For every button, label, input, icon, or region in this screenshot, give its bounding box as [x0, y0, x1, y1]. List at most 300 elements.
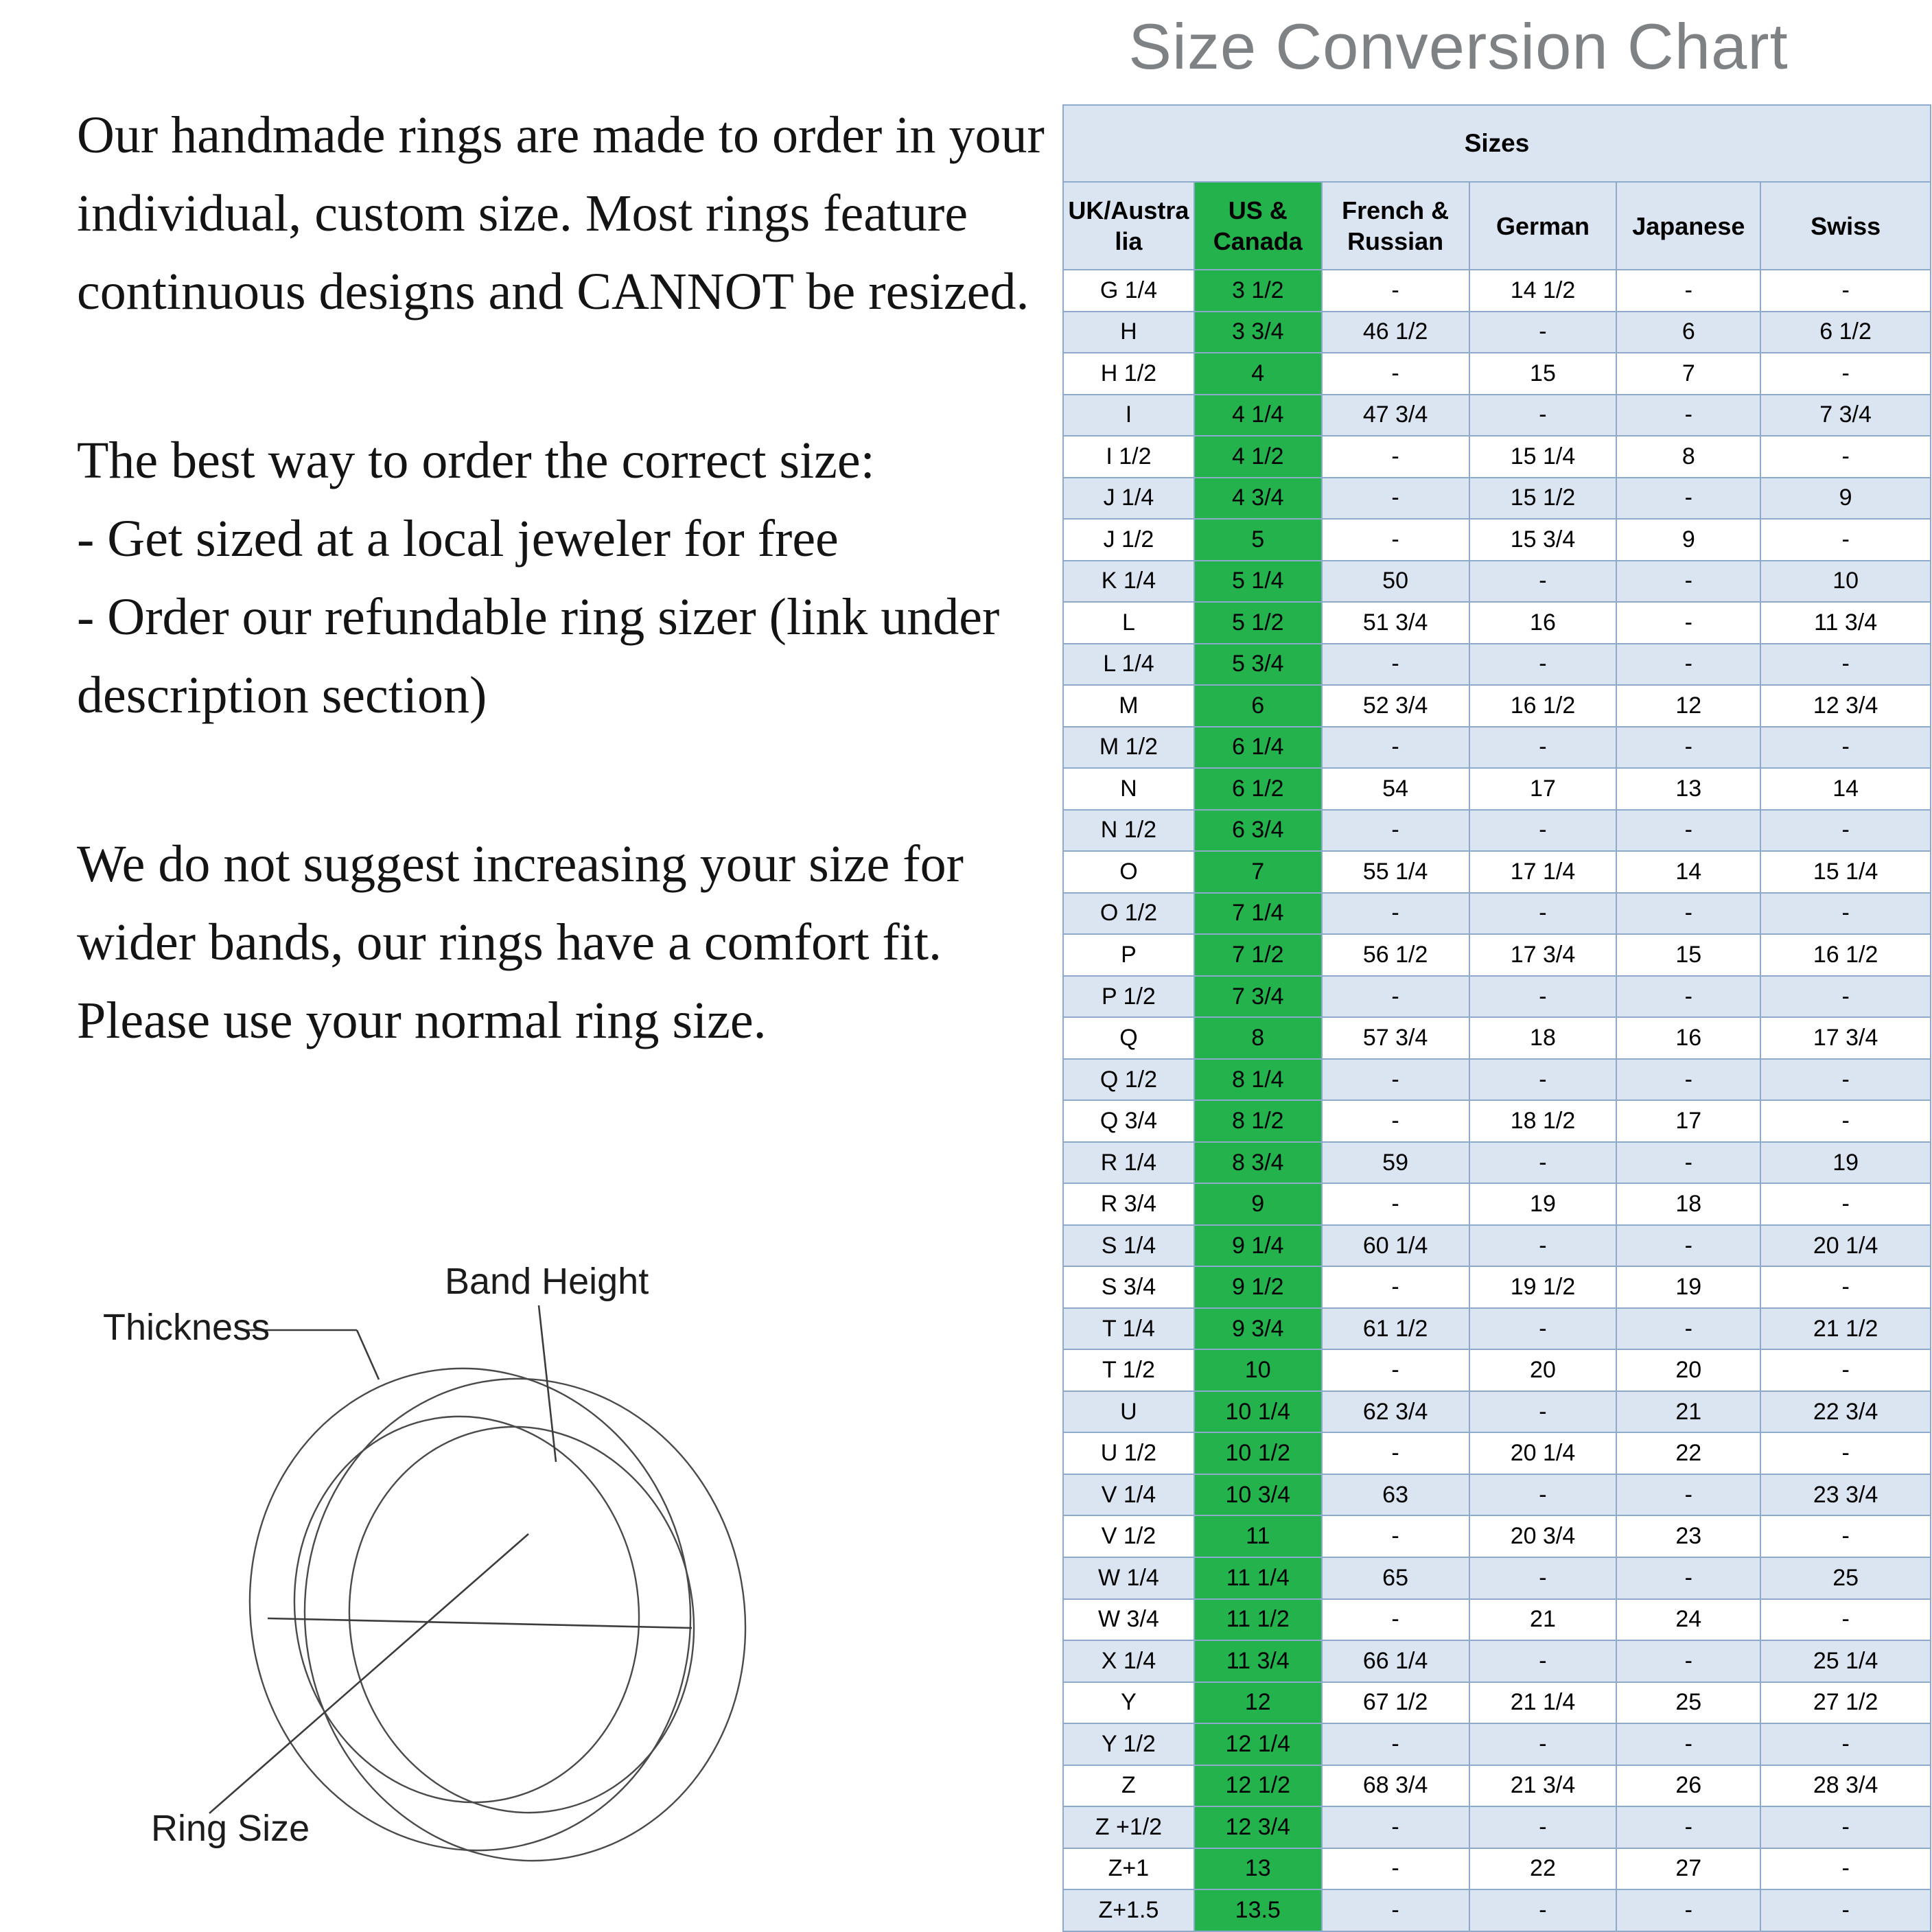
table-cell: Z+1 [1063, 1848, 1194, 1890]
table-cell: - [1760, 976, 1931, 1018]
table-cell: - [1616, 644, 1760, 686]
table-cell: H 1/2 [1063, 353, 1194, 395]
table-cell: 9 [1760, 478, 1931, 520]
table-cell: 17 3/4 [1469, 934, 1617, 976]
table-cell: 9 3/4 [1194, 1308, 1322, 1350]
table-cell: N 1/2 [1063, 810, 1194, 852]
table-cell: 14 1/2 [1469, 270, 1617, 312]
table-row [1063, 810, 1931, 852]
table-cell: 19 [1469, 1183, 1617, 1225]
table-cell: G 1/4 [1063, 270, 1194, 312]
bullet-item: - Order our refundable ring sizer (link under description section) [77, 588, 1000, 724]
table-cell: U [1063, 1391, 1194, 1433]
table-cell: 4 [1194, 353, 1322, 395]
table-row [1063, 312, 1931, 353]
table-cell: 16 1/2 [1760, 934, 1931, 976]
table-cell: 5 1/4 [1194, 561, 1322, 603]
table-cell: Q [1063, 1017, 1194, 1059]
table-cell: - [1760, 1349, 1931, 1391]
table-cell: - [1322, 893, 1469, 935]
intro-paragraph: Our handmade rings are made to order in your individual, custom size. Most rings feature continuous designs and CANNOT be resized. [77, 106, 1045, 321]
table-cell: 16 [1616, 1017, 1760, 1059]
table-cell: K 1/4 [1063, 561, 1194, 603]
table-cell: O 1/2 [1063, 893, 1194, 935]
table-cell: - [1469, 395, 1617, 437]
table-cell: 20 [1469, 1349, 1617, 1391]
table-row [1063, 395, 1931, 437]
table-group-header: Sizes [1063, 105, 1931, 182]
table-row [1063, 1017, 1931, 1059]
table-cell: 5 1/2 [1194, 602, 1322, 644]
table-cell: L 1/4 [1063, 644, 1194, 686]
table-row [1063, 1100, 1931, 1142]
sizing-instructions [77, 421, 1086, 734]
table-cell: 59 [1322, 1142, 1469, 1184]
table-cell: R 1/4 [1063, 1142, 1194, 1184]
table-cell: 23 3/4 [1760, 1474, 1931, 1516]
ring-size-label: Ring Size [151, 1808, 310, 1849]
table-cell: N [1063, 768, 1194, 810]
table-cell: 21 1/4 [1469, 1682, 1617, 1724]
table-cell: U 1/2 [1063, 1432, 1194, 1474]
table-cell: - [1322, 644, 1469, 686]
table-cell: Q 1/2 [1063, 1059, 1194, 1101]
table-row [1063, 768, 1931, 810]
table-cell: - [1469, 1889, 1617, 1931]
table-cell: - [1469, 644, 1617, 686]
table-cell: - [1616, 1806, 1760, 1848]
table-cell: 14 [1616, 851, 1760, 893]
table-row [1063, 1225, 1931, 1267]
table-cell: Y [1063, 1682, 1194, 1724]
table-cell: 28 3/4 [1760, 1765, 1931, 1807]
table-cell: V 1/4 [1063, 1474, 1194, 1516]
table-cell: 12 1/2 [1194, 1765, 1322, 1807]
conversion-table-body [1063, 270, 1931, 1931]
table-cell: - [1322, 727, 1469, 769]
table-cell: - [1322, 1349, 1469, 1391]
table-cell: 61 1/2 [1322, 1308, 1469, 1350]
table-cell: 8 1/4 [1194, 1059, 1322, 1101]
table-cell: - [1760, 644, 1931, 686]
table-cell: - [1616, 478, 1760, 520]
table-cell: - [1322, 1806, 1469, 1848]
table-cell: - [1760, 1100, 1931, 1142]
table-row [1063, 1848, 1931, 1890]
table-cell: - [1760, 1266, 1931, 1308]
table-cell: - [1760, 436, 1931, 478]
table-group-header-row [1063, 105, 1931, 182]
band-height-label: Band Height [445, 1261, 649, 1302]
table-cell: - [1760, 893, 1931, 935]
column-header: US & Canada [1194, 182, 1322, 270]
table-row [1063, 1682, 1931, 1724]
table-cell: 8 1/2 [1194, 1100, 1322, 1142]
table-cell: 8 3/4 [1194, 1142, 1322, 1184]
table-cell: 17 3/4 [1760, 1017, 1931, 1059]
table-cell: 7 1/4 [1194, 893, 1322, 935]
table-cell: - [1322, 270, 1469, 312]
table-cell: W 3/4 [1063, 1599, 1194, 1641]
table-cell: 21 3/4 [1469, 1765, 1617, 1807]
table-row [1063, 1806, 1931, 1848]
table-cell: 60 1/4 [1322, 1225, 1469, 1267]
table-cell: S 3/4 [1063, 1266, 1194, 1308]
sizing-instructions-intro: The best way to order the correct size: [77, 432, 875, 489]
table-cell: 6 1/2 [1760, 312, 1931, 353]
table-cell: 22 [1616, 1432, 1760, 1474]
table-cell: 16 1/2 [1469, 685, 1617, 727]
table-row [1063, 353, 1931, 395]
table-cell: 24 [1616, 1599, 1760, 1641]
table-cell: 52 3/4 [1322, 685, 1469, 727]
table-cell: 15 1/4 [1760, 851, 1931, 893]
table-cell: 50 [1322, 561, 1469, 603]
table-cell: - [1760, 1806, 1931, 1848]
table-cell: 46 1/2 [1322, 312, 1469, 353]
table-cell: - [1760, 1432, 1931, 1474]
column-header: UK/Australia [1063, 182, 1194, 270]
table-cell: 16 [1469, 602, 1617, 644]
table-cell: I [1063, 395, 1194, 437]
table-cell: - [1760, 1723, 1931, 1765]
table-cell: - [1616, 561, 1760, 603]
table-cell: 10 1/2 [1194, 1432, 1322, 1474]
table-row [1063, 893, 1931, 935]
table-cell: - [1469, 727, 1617, 769]
table-cell: 18 [1616, 1183, 1760, 1225]
table-cell: 68 3/4 [1322, 1765, 1469, 1807]
table-cell: - [1616, 1059, 1760, 1101]
table-cell: - [1322, 1889, 1469, 1931]
ring-diagram-svg [82, 1256, 824, 1915]
table-cell: - [1322, 519, 1469, 561]
table-row [1063, 1308, 1931, 1350]
table-cell: 11 3/4 [1194, 1640, 1322, 1682]
table-cell: 19 1/2 [1469, 1266, 1617, 1308]
table-row [1063, 727, 1931, 769]
table-cell: - [1760, 519, 1931, 561]
table-cell: 27 [1616, 1848, 1760, 1890]
table-row [1063, 934, 1931, 976]
table-cell: 3 1/2 [1194, 270, 1322, 312]
table-cell: - [1616, 1557, 1760, 1599]
table-cell: - [1322, 1515, 1469, 1557]
table-cell: - [1616, 1889, 1760, 1931]
diameter-line [268, 1618, 692, 1628]
table-cell: 55 1/4 [1322, 851, 1469, 893]
table-cell: 54 [1322, 768, 1469, 810]
table-cell: - [1760, 1515, 1931, 1557]
table-cell: 4 1/2 [1194, 436, 1322, 478]
table-cell: 22 3/4 [1760, 1391, 1931, 1433]
ring-diagram [82, 1256, 824, 1915]
dimension-lines [209, 1305, 692, 1813]
table-cell: 56 1/2 [1322, 934, 1469, 976]
bullet-item: - Get sized at a local jeweler for free [77, 510, 839, 568]
table-row [1063, 561, 1931, 603]
table-cell: Y 1/2 [1063, 1723, 1194, 1765]
table-cell: 17 [1616, 1100, 1760, 1142]
table-cell: - [1469, 1474, 1617, 1516]
table-cell: 9 1/2 [1194, 1266, 1322, 1308]
column-header-row [1063, 182, 1931, 270]
table-cell: Z+1.5 [1063, 1889, 1194, 1931]
table-row [1063, 1142, 1931, 1184]
table-row [1063, 1474, 1931, 1516]
table-cell: - [1616, 1640, 1760, 1682]
table-row [1063, 270, 1931, 312]
table-cell: 10 3/4 [1194, 1474, 1322, 1516]
table-cell: 12 [1616, 685, 1760, 727]
table-cell: 17 [1469, 768, 1617, 810]
table-cell: - [1616, 976, 1760, 1018]
table-cell: J 1/2 [1063, 519, 1194, 561]
table-cell: - [1322, 1183, 1469, 1225]
table-cell: 15 [1616, 934, 1760, 976]
table-row [1063, 644, 1931, 686]
table-row [1063, 1059, 1931, 1101]
table-cell: - [1760, 353, 1931, 395]
table-row [1063, 1765, 1931, 1807]
table-cell: 21 [1616, 1391, 1760, 1433]
table-row [1063, 976, 1931, 1018]
table-cell: - [1616, 1474, 1760, 1516]
table-cell: - [1616, 270, 1760, 312]
table-cell: 22 [1469, 1848, 1617, 1890]
table-cell: 20 3/4 [1469, 1515, 1617, 1557]
table-row [1063, 1349, 1931, 1391]
table-cell: 7 [1616, 353, 1760, 395]
table-cell: - [1469, 1640, 1617, 1682]
table-row [1063, 436, 1931, 478]
table-cell: P [1063, 934, 1194, 976]
column-header: German [1469, 182, 1617, 270]
table-cell: 20 1/4 [1469, 1432, 1617, 1474]
table-cell: 11 1/4 [1194, 1557, 1322, 1599]
table-cell: 65 [1322, 1557, 1469, 1599]
table-cell: W 1/4 [1063, 1557, 1194, 1599]
table-cell: 19 [1616, 1266, 1760, 1308]
table-cell: 57 3/4 [1322, 1017, 1469, 1059]
table-cell: M [1063, 685, 1194, 727]
table-cell: 15 [1469, 353, 1617, 395]
table-row [1063, 851, 1931, 893]
conversion-table-wrap [1062, 104, 1931, 1932]
table-cell: 25 1/4 [1760, 1640, 1931, 1682]
table-cell: - [1616, 893, 1760, 935]
table-cell: 4 1/4 [1194, 395, 1322, 437]
table-row [1063, 602, 1931, 644]
table-cell: - [1322, 478, 1469, 520]
table-cell: R 3/4 [1063, 1183, 1194, 1225]
table-cell: 3 3/4 [1194, 312, 1322, 353]
table-row [1063, 1266, 1931, 1308]
table-cell: 20 1/4 [1760, 1225, 1931, 1267]
table-cell: - [1760, 810, 1931, 852]
table-row [1063, 478, 1931, 520]
table-cell: X 1/4 [1063, 1640, 1194, 1682]
table-cell: 62 3/4 [1322, 1391, 1469, 1433]
table-cell: 67 1/2 [1322, 1682, 1469, 1724]
table-cell: 11 1/2 [1194, 1599, 1322, 1641]
table-cell: - [1322, 976, 1469, 1018]
table-cell: - [1760, 1599, 1931, 1641]
table-cell: - [1322, 1432, 1469, 1474]
column-header: French & Russian [1322, 182, 1469, 270]
table-cell: 7 1/2 [1194, 934, 1322, 976]
table-cell: - [1760, 727, 1931, 769]
table-cell: 18 [1469, 1017, 1617, 1059]
table-cell: - [1469, 1557, 1617, 1599]
table-cell: - [1616, 1723, 1760, 1765]
table-cell: 11 [1194, 1515, 1322, 1557]
table-row [1063, 1391, 1931, 1433]
table-cell: - [1469, 312, 1617, 353]
table-cell: 23 [1616, 1515, 1760, 1557]
table-cell: - [1616, 810, 1760, 852]
table-cell: 15 1/4 [1469, 436, 1617, 478]
page-title: Size Conversion Chart [1128, 10, 1789, 82]
table-cell: 5 3/4 [1194, 644, 1322, 686]
table-cell: - [1469, 561, 1617, 603]
table-cell: - [1469, 810, 1617, 852]
table-cell: P 1/2 [1063, 976, 1194, 1018]
table-cell: - [1760, 1889, 1931, 1931]
table-cell: 11 3/4 [1760, 602, 1931, 644]
table-cell: - [1322, 1266, 1469, 1308]
table-cell: 10 [1760, 561, 1931, 603]
table-cell: - [1322, 1848, 1469, 1890]
table-cell: 26 [1616, 1765, 1760, 1807]
table-cell: 10 1/4 [1194, 1391, 1322, 1433]
table-cell: 7 3/4 [1760, 395, 1931, 437]
table-cell: Z +1/2 [1063, 1806, 1194, 1848]
table-cell: - [1469, 893, 1617, 935]
table-cell: 9 1/4 [1194, 1225, 1322, 1267]
table-cell: Z [1063, 1765, 1194, 1807]
table-cell: S 1/4 [1063, 1225, 1194, 1267]
table-row [1063, 1515, 1931, 1557]
table-cell: 9 [1194, 1183, 1322, 1225]
table-cell: 13 [1616, 768, 1760, 810]
table-cell: 10 [1194, 1349, 1322, 1391]
table-cell: 13.5 [1194, 1889, 1322, 1931]
table-cell: - [1616, 395, 1760, 437]
table-cell: 21 [1469, 1599, 1617, 1641]
table-cell: - [1322, 1723, 1469, 1765]
table-cell: - [1469, 1142, 1617, 1184]
table-cell: - [1760, 1183, 1931, 1225]
table-cell: 12 1/4 [1194, 1723, 1322, 1765]
table-cell: 4 3/4 [1194, 478, 1322, 520]
table-cell: - [1469, 976, 1617, 1018]
table-cell: 17 1/4 [1469, 851, 1617, 893]
table-cell: 8 [1194, 1017, 1322, 1059]
table-cell: 15 1/2 [1469, 478, 1617, 520]
column-header: Japanese [1616, 182, 1760, 270]
table-cell: 12 3/4 [1760, 685, 1931, 727]
note-paragraph: We do not suggest increasing your size for wider bands, our rings have a comfort fit. Please use your normal ring size. [77, 835, 964, 1049]
table-row [1063, 1432, 1931, 1474]
table-cell: - [1616, 727, 1760, 769]
table-cell: - [1469, 1391, 1617, 1433]
table-cell: 6 1/4 [1194, 727, 1322, 769]
table-cell: 12 [1194, 1682, 1322, 1724]
table-cell: - [1616, 1308, 1760, 1350]
table-row [1063, 685, 1931, 727]
table-cell: 20 [1616, 1349, 1760, 1391]
thickness-tick-line [357, 1330, 379, 1380]
table-cell: T 1/2 [1063, 1349, 1194, 1391]
table-row [1063, 1183, 1931, 1225]
table-cell: O [1063, 851, 1194, 893]
table-cell: 66 1/4 [1322, 1640, 1469, 1682]
table-cell: - [1616, 1225, 1760, 1267]
table-cell: T 1/4 [1063, 1308, 1194, 1350]
table-cell: 47 3/4 [1322, 395, 1469, 437]
table-cell: 6 [1616, 312, 1760, 353]
table-cell: 7 [1194, 851, 1322, 893]
table-cell: - [1322, 1599, 1469, 1641]
table-cell: 6 1/2 [1194, 768, 1322, 810]
table-row [1063, 1889, 1931, 1931]
table-cell: Q 3/4 [1063, 1100, 1194, 1142]
table-cell: - [1760, 1848, 1931, 1890]
table-cell: 51 3/4 [1322, 602, 1469, 644]
table-cell: J 1/4 [1063, 478, 1194, 520]
table-cell: - [1469, 1059, 1617, 1101]
table-row [1063, 1599, 1931, 1641]
table-cell: 8 [1616, 436, 1760, 478]
table-cell: 18 1/2 [1469, 1100, 1617, 1142]
table-cell: - [1322, 436, 1469, 478]
table-cell: 27 1/2 [1760, 1682, 1931, 1724]
ring-size-leader-line [209, 1534, 528, 1813]
table-cell: M 1/2 [1063, 727, 1194, 769]
table-cell: 63 [1322, 1474, 1469, 1516]
table-row [1063, 1723, 1931, 1765]
table-cell: 9 [1616, 519, 1760, 561]
table-cell: - [1760, 1059, 1931, 1101]
table-cell: - [1322, 810, 1469, 852]
thickness-label: Thickness [103, 1307, 270, 1348]
table-cell: 21 1/2 [1760, 1308, 1931, 1350]
table-cell: 25 [1616, 1682, 1760, 1724]
table-cell: - [1469, 1723, 1617, 1765]
table-cell: - [1322, 1059, 1469, 1101]
intro-text [77, 96, 1086, 1150]
table-cell: L [1063, 602, 1194, 644]
table-cell: - [1469, 1308, 1617, 1350]
table-cell: 15 3/4 [1469, 519, 1617, 561]
column-header: Swiss [1760, 182, 1931, 270]
table-cell: - [1469, 1806, 1617, 1848]
table-row [1063, 1640, 1931, 1682]
table-cell: 13 [1194, 1848, 1322, 1890]
table-cell: - [1616, 602, 1760, 644]
table-cell: - [1760, 270, 1931, 312]
table-cell: 25 [1760, 1557, 1931, 1599]
table-row [1063, 1557, 1931, 1599]
table-cell: V 1/2 [1063, 1515, 1194, 1557]
table-cell: 19 [1760, 1142, 1931, 1184]
table-row [1063, 519, 1931, 561]
table-cell: 5 [1194, 519, 1322, 561]
table-cell: 7 3/4 [1194, 976, 1322, 1018]
table-cell: - [1469, 1225, 1617, 1267]
table-cell: 6 [1194, 685, 1322, 727]
